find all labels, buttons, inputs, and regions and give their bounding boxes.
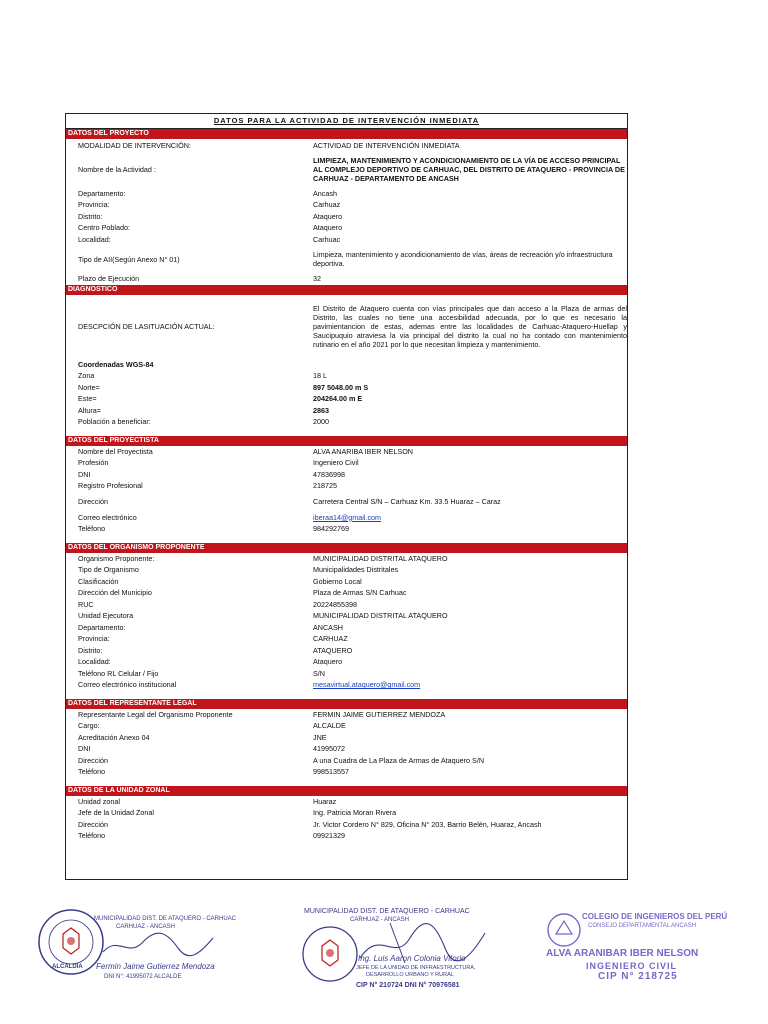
activity-name: LIMPIEZA, MANTENIMIENTO Y ACONDICIONAMIENTO DE LA VÍA DE ACCESO PRINCIPAL AL COMPLEJO DEPORTIVO DE CARHUAC, DEL DISTRITO DE ATAQUERO - PROVINCIA DE CARHUAZ - DEPARTAMENTO DE ANCASH bbox=[313, 156, 625, 183]
row-label: Zona bbox=[78, 371, 95, 381]
designer-profession: INGENIERO CIVIL bbox=[586, 961, 678, 971]
center-stamp-line1: MUNICIPALIDAD DIST. DE ATAQUERO - CARHUAC bbox=[304, 908, 470, 915]
row-label: Teléfono bbox=[78, 767, 106, 777]
table-row bbox=[66, 819, 627, 831]
table-row bbox=[66, 416, 627, 428]
table-row bbox=[66, 512, 627, 524]
row-value: JNE bbox=[313, 732, 327, 742]
section-header-unidad-zonal: DATOS DE LA UNIDAD ZONAL bbox=[66, 786, 627, 796]
row-value: MUNICIPALIDAD DISTRITAL ATAQUERO bbox=[313, 611, 448, 621]
row-value: 2863 bbox=[313, 405, 329, 415]
row-label: Provincia: bbox=[78, 634, 110, 644]
row-value: Ataquero bbox=[313, 211, 343, 221]
table-row bbox=[66, 743, 627, 755]
row-label: Tipo de AII(Según Anexo N° 01) bbox=[78, 254, 180, 264]
college-line1: COLEGIO DE INGENIEROS DEL PERÚ bbox=[582, 912, 728, 921]
row-label: Localidad: bbox=[78, 657, 111, 667]
mayor-name: Fermin Jaime Gutierrez Mendoza bbox=[96, 962, 215, 971]
table-row bbox=[66, 668, 627, 680]
row-label: Organismo Proponente: bbox=[78, 553, 155, 563]
table-row bbox=[66, 656, 627, 668]
row-label: Distrito: bbox=[78, 211, 103, 221]
table-row bbox=[66, 576, 627, 588]
table-row bbox=[66, 393, 627, 405]
row-label: Departamento: bbox=[78, 188, 126, 198]
section-header-organismo: DATOS DEL ORGANISMO PROPONENTE bbox=[66, 543, 627, 553]
row-label: Dirección bbox=[78, 819, 108, 829]
table-row bbox=[66, 796, 627, 808]
row-value: Ingeniero Civil bbox=[313, 458, 359, 468]
designer-cip: CIP N° 218725 bbox=[598, 971, 678, 982]
row-label: Nombre del Proyectista bbox=[78, 446, 153, 456]
table-row bbox=[66, 732, 627, 744]
row-label: Jefe de la Unidad Zonal bbox=[78, 808, 154, 818]
row-label: Representante Legal del Organismo Proponente bbox=[78, 709, 233, 719]
row-value: Ataquero bbox=[313, 223, 343, 233]
table-row bbox=[66, 152, 627, 188]
row-label: Unidad zonal bbox=[78, 796, 120, 806]
table-row bbox=[66, 140, 627, 152]
mayor-dni: DNI N°: 41995072 ALCALDE bbox=[104, 974, 182, 980]
institutional-email-link[interactable]: mesavirtual.ataquero@gmail.com bbox=[313, 680, 421, 690]
table-row bbox=[66, 370, 627, 382]
document-title: DATOS PARA LA ACTIVIDAD DE INTERVENCIÓN INMEDIATA bbox=[66, 114, 627, 129]
row-value: Municipalidades Distritales bbox=[313, 565, 399, 575]
row-value: 2000 bbox=[313, 417, 329, 427]
table-row bbox=[66, 622, 627, 634]
row-value: Jr. Victor Cordero N° 829, Oficina N° 203, Barrio Belén, Huaraz, Ancash bbox=[313, 819, 542, 829]
row-value: 897 5048.00 m S bbox=[313, 382, 369, 392]
table-row bbox=[66, 273, 627, 285]
engineer-role: JEFE DE LA UNIDAD DE INFRAESTRUCTURA, bbox=[356, 965, 476, 971]
engineer-cip: CIP N° 210724 DNI N° 70976581 bbox=[356, 982, 460, 989]
row-label: Población a beneficiar: bbox=[78, 417, 151, 427]
row-value: 47836998 bbox=[313, 469, 345, 479]
row-value: 218725 bbox=[313, 481, 337, 491]
row-label: Altura= bbox=[78, 405, 101, 415]
table-row bbox=[66, 469, 627, 481]
mayor-stamp-line1: MUNICIPALIDAD DIST. DE ATAQUERO - CARHUAC bbox=[94, 916, 237, 922]
row-value: A una Cuadra de La Plaza de Armas de Ataquero S/N bbox=[313, 755, 485, 765]
row-value: Ing. Patricia Moran Rivera bbox=[313, 808, 397, 818]
row-label: Acreditación Anexo 04 bbox=[78, 732, 150, 742]
table-row bbox=[66, 564, 627, 576]
table-row bbox=[66, 222, 627, 234]
row-value: 984292769 bbox=[313, 524, 349, 534]
row-label: Tipo de Organismo bbox=[78, 565, 139, 575]
row-label: DNI bbox=[78, 744, 91, 754]
table-row bbox=[66, 720, 627, 732]
row-value: Limpieza, mantenimiento y acondicionamiento de vías, áreas de recreación y/o infraestructura deportiva. bbox=[313, 250, 613, 268]
row-label: Norte= bbox=[78, 382, 100, 392]
designer-name: ALVA ARANIBAR IBER NELSON bbox=[546, 948, 699, 959]
row-label: Clasificación bbox=[78, 576, 119, 586]
college-seal-icon bbox=[546, 912, 582, 948]
table-row bbox=[66, 766, 627, 778]
row-value: 18 L bbox=[313, 371, 327, 381]
table-row bbox=[66, 188, 627, 200]
row-label: Centro Poblado: bbox=[78, 223, 130, 233]
row-value: ACTIVIDAD DE INTERVENCIÓN INMEDIATA bbox=[313, 141, 460, 151]
row-label: Unidad Ejecutora bbox=[78, 611, 134, 621]
table-row bbox=[66, 610, 627, 622]
table-row bbox=[66, 211, 627, 223]
row-value: ALVA ANARIBA IBER NELSON bbox=[313, 446, 413, 456]
row-value: FERMIN JAIME GUTIERREZ MENDOZA bbox=[313, 709, 446, 719]
section-header-proyecto: DATOS DEL PROYECTO bbox=[66, 129, 627, 139]
row-value: Ataquero bbox=[313, 657, 343, 667]
table-row bbox=[66, 405, 627, 417]
college-line2: CONSEJO DEPARTAMENTAL ANCASH bbox=[588, 923, 697, 929]
table-row bbox=[66, 830, 627, 842]
center-stamp-line2: CARHUAZ - ANCASH bbox=[350, 917, 410, 923]
row-value: Gobierno Local bbox=[313, 576, 362, 586]
table-row bbox=[66, 633, 627, 645]
row-label: Distrito: bbox=[78, 645, 103, 655]
row-label: Plazo de Ejecución bbox=[78, 274, 140, 284]
table-row bbox=[66, 245, 627, 273]
engineer-name: Ing. Luis Aaron Colonia Vitorio bbox=[358, 954, 466, 963]
section-header-representante: DATOS DEL REPRESENTANTE LEGAL bbox=[66, 699, 627, 709]
row-value: Plaza de Armas S/N Carhuac bbox=[313, 588, 407, 598]
engineer-college-stamp bbox=[546, 910, 746, 1000]
row-label: Departamento: bbox=[78, 622, 126, 632]
row-value: S/N bbox=[313, 668, 325, 678]
table-row bbox=[66, 457, 627, 469]
row-value: ALCALDE bbox=[313, 721, 346, 731]
row-label: Registro Profesional bbox=[78, 481, 143, 491]
row-value: MUNICIPALIDAD DISTRITAL ATAQUERO bbox=[313, 553, 448, 563]
table-row bbox=[66, 234, 627, 246]
row-label: Nombre de la Actividad : bbox=[78, 165, 156, 174]
table-row bbox=[66, 679, 627, 691]
row-label: Correo electrónico institucional bbox=[78, 680, 177, 690]
row-value: 09921329 bbox=[313, 831, 345, 841]
table-row bbox=[66, 295, 627, 359]
row-label: Este= bbox=[78, 394, 97, 404]
row-value: CARHUAZ bbox=[313, 634, 348, 644]
coords-title: Coordenadas WGS-84 bbox=[78, 359, 154, 369]
engineer-role2: DESARROLLO URBANO Y RURAL bbox=[366, 972, 454, 978]
table-row bbox=[66, 709, 627, 721]
table-row bbox=[66, 807, 627, 819]
table-row bbox=[66, 553, 627, 565]
row-label: Dirección bbox=[78, 497, 108, 506]
row-label: DNI bbox=[78, 469, 91, 479]
row-value: Carhuaz bbox=[313, 200, 341, 210]
mayor-stamp-line2: CARHUAZ - ANCASH bbox=[116, 924, 176, 930]
row-label: Dirección bbox=[78, 755, 108, 765]
mayor-stamp bbox=[36, 904, 236, 994]
row-value: ATAQUERO bbox=[313, 645, 353, 655]
row-value: Huaraz bbox=[313, 796, 337, 806]
table-row bbox=[66, 587, 627, 599]
table-row bbox=[66, 492, 627, 512]
table-row bbox=[66, 446, 627, 458]
row-value: Carhuac bbox=[313, 234, 341, 244]
section-header-diagnostico: DIAGNOSTICO bbox=[66, 285, 627, 295]
table-row bbox=[66, 755, 627, 767]
table-row bbox=[66, 382, 627, 394]
row-value: Carretera Central S/N – Carhuaz Km. 33.5 Huaraz – Caraz bbox=[313, 497, 501, 506]
row-value: 204264.00 m E bbox=[313, 394, 363, 404]
email-link[interactable]: iberaa14@gmail.com bbox=[313, 512, 382, 522]
row-value: Ancash bbox=[313, 188, 337, 198]
table-row bbox=[66, 523, 627, 535]
row-label: Teléfono bbox=[78, 524, 106, 534]
infrastructure-stamp bbox=[300, 904, 500, 1014]
coords-title-row bbox=[66, 359, 627, 371]
seal-label: ALCALDIA bbox=[52, 964, 83, 970]
row-label: Correo electrónico bbox=[78, 512, 137, 522]
mayor-signature-icon bbox=[98, 930, 218, 960]
row-label: DESCPCIÓN DE LASITUACIÓN ACTUAL: bbox=[78, 322, 215, 331]
row-value: 41995072 bbox=[313, 744, 345, 754]
row-value: ANCASH bbox=[313, 622, 343, 632]
row-label: Provincia: bbox=[78, 200, 110, 210]
data-sheet bbox=[65, 113, 628, 880]
table-row bbox=[66, 199, 627, 211]
row-label: MODALIDAD DE INTERVENCIÓN: bbox=[78, 141, 191, 151]
situation-description: El Distrito de Ataquero cuenta con vías principales que dan acceso a la Plaza de armas del Distrito, las cuales no tiene una accesibilidad adecuada, por lo que es necesario la pavimientancion de estas, ademas entre las localidades de Carhuac-Ataquero-Huellap y Saucipuquio atraviesa la via principal del distrito la cual no ha contado con mantenimiento rutinario en el año 2021 por lo que necesitan limpieza y mantenimiento. bbox=[313, 304, 627, 349]
signature-area bbox=[0, 890, 768, 1024]
table-row bbox=[66, 599, 627, 611]
table-row bbox=[66, 645, 627, 657]
row-label: Cargo: bbox=[78, 721, 100, 731]
row-value: 32 bbox=[313, 274, 321, 284]
row-label: Teléfono bbox=[78, 831, 106, 841]
row-label: RUC bbox=[78, 599, 94, 609]
section-header-proyectista: DATOS DEL PROYECTISTA bbox=[66, 436, 627, 446]
table-row bbox=[66, 480, 627, 492]
row-label: Teléfono RL Celular / Fijo bbox=[78, 668, 159, 678]
row-label: Dirección del Municipio bbox=[78, 588, 152, 598]
row-value: 998513557 bbox=[313, 767, 349, 777]
row-value: 20224855398 bbox=[313, 599, 357, 609]
row-label: Localidad: bbox=[78, 234, 111, 244]
row-label: Profesión bbox=[78, 458, 109, 468]
